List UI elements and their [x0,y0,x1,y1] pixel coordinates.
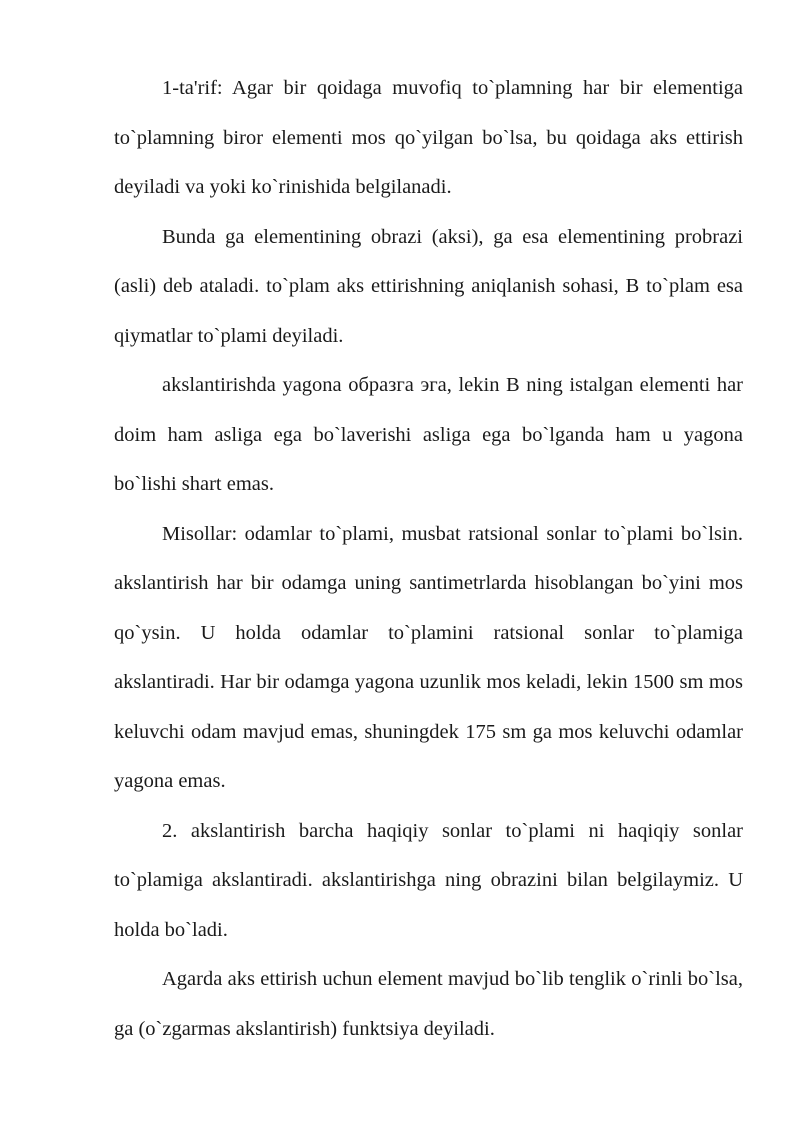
definition-paragraph: 1-ta'rif: Agar bir qoidaga muvofiq to`plamning har bir elementiga to`plamning biror elementi mos qo`yilgan bo`lsa, bu qoidaga aks ettirish deyiladi va yoki ko`rinishida belgilanadi. [114,77,743,198]
constant-mapping-paragraph: Agarda aks ettirish uchun element mavjud bo`lib tenglik o`rinli bo`lsa, ga (o`zgarmas akslantirish) funktsiya deyiladi. [114,968,743,1040]
uniqueness-paragraph: akslantirishda yagona образга эга, lekin B ning istalgan elementi har doim ham asliga ega bo`laverishi asliga ega bo`lganda ham u yagona bo`lishi shart emas. [114,374,743,495]
example-2-paragraph: 2. akslantirish barcha haqiqiy sonlar to`plami ni haqiqiy sonlar to`plamiga akslantiradi. akslantirishga ning obrazini bilan belgilaymiz. U holda bo`ladi. [114,819,743,941]
image-preimage-paragraph: Bunda ga elementining obrazi (aksi), ga esa elementining probrazi (asli) deb ataladi. to`plam aks ettirishning aniqlanish sohasi, B to`plam esa qiymatlar to`plami deyiladi. [114,225,743,347]
example-1-paragraph: Misollar: odamlar to`plami, musbat ratsional sonlar to`plami bo`lsin. akslantirish har bir odamga uning santimetrlarda hisoblangan bo`yini mos qo`ysin. U holda odamlar to`plamini ratsional sonlar to`plamiga akslantiradi. Har bir odamga yagona uzunlik mos keladi, lekin 1500 sm mos keluvchi odam mavjud emas, shuningdek 175 sm ga mos keluvchi odamlar yagona emas. [114,522,743,792]
document-page [114,64,743,1054]
